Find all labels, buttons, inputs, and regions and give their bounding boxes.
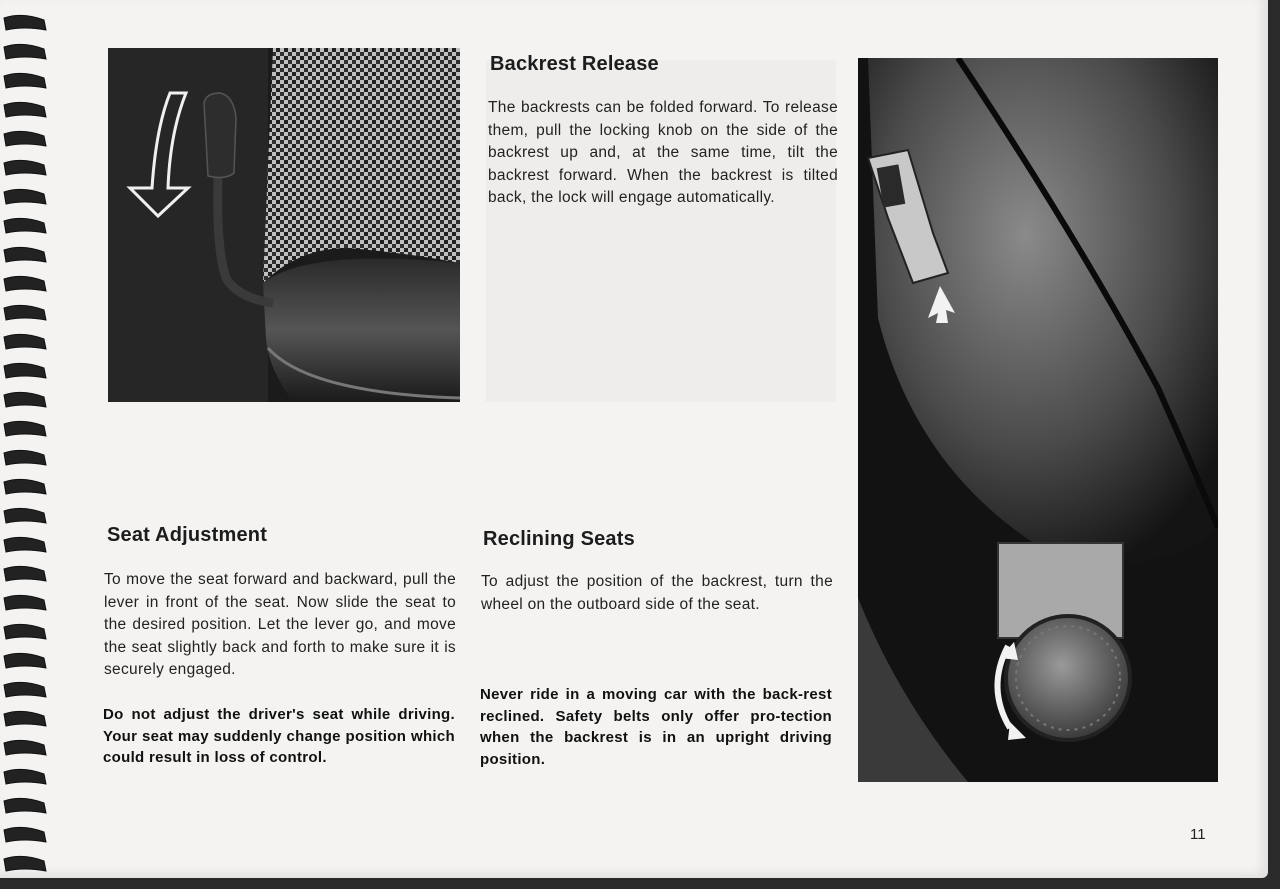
spiral-ring — [4, 160, 46, 175]
spiral-ring — [4, 856, 46, 871]
spiral-ring — [4, 508, 46, 523]
spiral-ring — [4, 421, 46, 436]
seat-adjustment-warning: Do not adjust the driver's seat while driving. Your seat may suddenly change position which could result in loss of control. — [103, 706, 455, 766]
reclining-seats-text: To adjust the position of the backrest, turn the wheel on the outboard side of the seat. — [481, 573, 833, 613]
spiral-ring — [4, 73, 46, 88]
spiral-ring — [4, 566, 46, 581]
backrest-knob-photo — [858, 58, 1218, 782]
spiral-ring — [4, 769, 46, 784]
spiral-ring — [4, 44, 46, 59]
reclining-seats-warning: Never ride in a moving car with the back-rest reclined. Safety belts only offer pro-tection when the backrest is in an upright driving position. — [480, 686, 832, 768]
page-number: 11 — [1190, 826, 1206, 843]
spiral-ring — [4, 363, 46, 378]
spiral-ring — [4, 479, 46, 494]
spiral-binding — [0, 0, 60, 889]
spiral-ring — [4, 624, 46, 639]
reclining-seats-title: Reclining Seats — [483, 528, 635, 550]
spiral-ring — [4, 595, 46, 610]
seat-adjustment-title: Seat Adjustment — [107, 524, 268, 546]
spiral-ring — [4, 653, 46, 668]
spiral-ring — [4, 798, 46, 813]
spiral-ring — [4, 682, 46, 697]
spiral-ring — [4, 450, 46, 465]
spiral-ring — [4, 218, 46, 233]
spiral-ring — [4, 15, 46, 30]
spiral-ring — [4, 740, 46, 755]
backrest-release-text: The backrests can be folded forward. To release them, pull the locking knob on the side of the backrest up and, at the same time, tilt the backrest forward. When the backrest is tilted back, the lock will engage automatically. — [488, 99, 838, 206]
seat-adjustment-text: To move the seat forward and backward, pull the lever in front of the seat. Now slide the seat to the desired position. Let the lever go, and move the seat slightly back and forth to make sure it is securely engaged. — [104, 571, 456, 678]
spiral-ring — [4, 189, 46, 204]
spiral-ring — [4, 537, 46, 552]
backrest-release-title: Backrest Release — [490, 53, 659, 75]
spiral-ring — [4, 305, 46, 320]
spiral-ring — [4, 131, 46, 146]
spiral-ring — [4, 827, 46, 842]
spiral-ring — [4, 334, 46, 349]
spiral-ring — [4, 247, 46, 262]
spiral-ring — [4, 392, 46, 407]
spiral-ring — [4, 102, 46, 117]
spiral-ring — [4, 711, 46, 726]
seat-lever-photo — [108, 48, 460, 402]
spiral-ring — [4, 276, 46, 291]
